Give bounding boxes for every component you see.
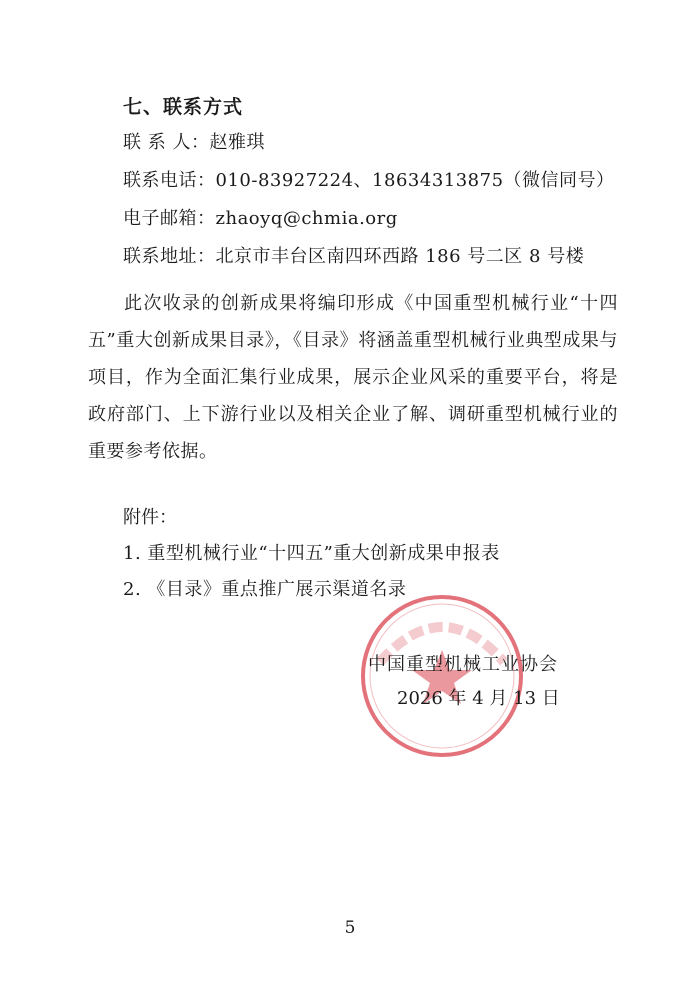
contact-person bbox=[123, 128, 265, 154]
page-number: 5 bbox=[344, 918, 356, 938]
issue-date: 2026 年 4 月 13 日 bbox=[397, 688, 560, 709]
contact-phone bbox=[123, 166, 615, 192]
attachment-item-2: 2. 《目录》重点推广展示渠道名录 bbox=[123, 579, 407, 600]
contact-person-value: 赵雅琪 bbox=[209, 132, 265, 153]
contact-address-label: 联系地址： bbox=[123, 246, 216, 267]
contact-address-value: 北京市丰台区南四环西路 186 号二区 8 号楼 bbox=[215, 246, 585, 267]
contact-phone-label: 联系电话： bbox=[123, 170, 216, 191]
contact-address bbox=[123, 242, 584, 268]
contact-person-label: 联 系 人： bbox=[123, 132, 210, 153]
body-paragraph: 此次收录的创新成果将编印形成《中国重型机械行业“十四五”重大创新成果目录》，《目录》将涵盖重型机械行业典型成果与项目，作为全面汇集行业成果，展示企业风采的重要平台，将是政府部门、上下游行业以及相关企业了解、调研重型机械行业的重要参考依据。 bbox=[88, 293, 618, 462]
contact-phone-value: 010-83927224、18634313875（微信同号） bbox=[215, 170, 615, 191]
official-seal bbox=[358, 592, 526, 760]
issuing-organization: 中国重型机械工业协会 bbox=[368, 654, 558, 675]
attachments-title: 附件： bbox=[123, 507, 177, 528]
contact-email-label: 电子邮箱： bbox=[123, 208, 216, 229]
section-heading: 七、联系方式 bbox=[123, 96, 244, 118]
contact-email bbox=[123, 204, 398, 230]
attachment-item-1: 1. 重型机械行业“十四五”重大创新成果申报表 bbox=[123, 543, 500, 564]
contact-email-value: zhaoyq@chmia.org bbox=[215, 208, 398, 229]
